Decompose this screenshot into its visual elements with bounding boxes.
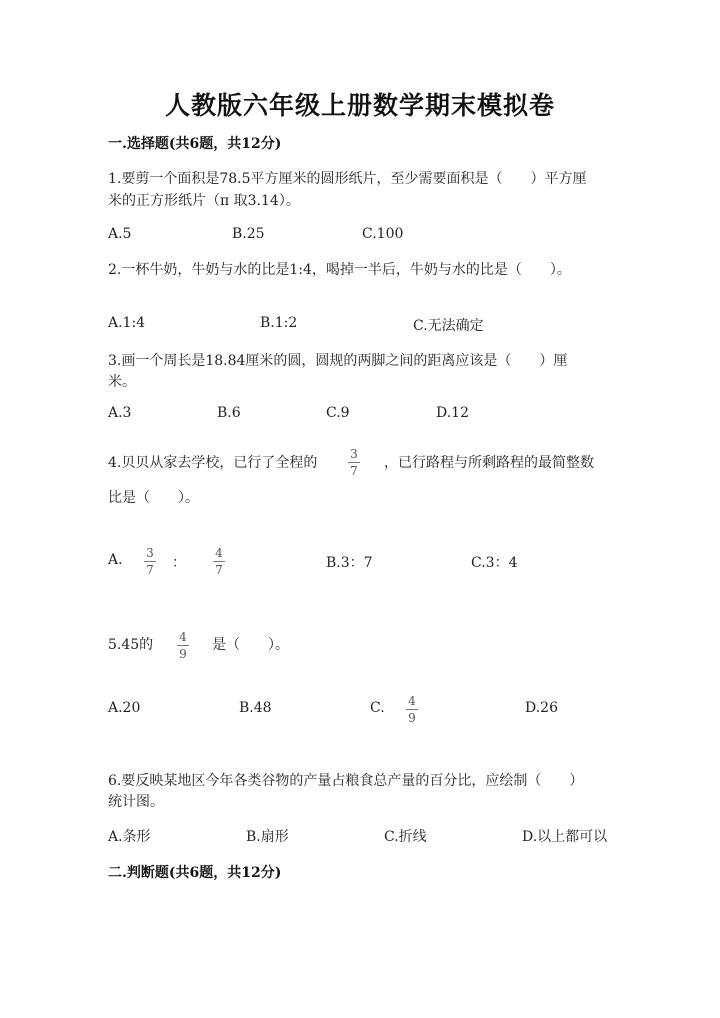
question-5-text-pre: 5.45的 <box>108 637 154 653</box>
question-4-fraction <box>345 447 363 478</box>
fraction-numerator: 3 <box>146 546 154 560</box>
question-1-option-a: A.5 <box>108 226 132 242</box>
fraction-denominator: 7 <box>146 563 154 577</box>
fraction-denominator: 7 <box>350 464 358 478</box>
question-2-option-b: B.1:2 <box>260 315 298 331</box>
question-4-line-2: 比是（ ）。 <box>108 490 199 506</box>
page-title: 人教版六年级上册数学期末模拟卷 <box>164 91 555 120</box>
question-3-line-1: 3.画一个周长是18.84厘米的圆，圆规的两脚之间的距离应该是（ ）厘 <box>108 353 568 369</box>
fraction-bar <box>348 462 360 463</box>
fraction-denominator: 7 <box>215 563 223 577</box>
question-6-line-2: 统计图。 <box>108 794 164 810</box>
question-6-line-1: 6.要反映某地区今年各类谷物的产量占粮食总产量的百分比，应绘制（ ） <box>108 773 584 789</box>
fraction-numerator: 4 <box>408 694 416 708</box>
question-4-option-b: B.3：7 <box>326 555 373 571</box>
question-5-fraction <box>174 630 192 661</box>
question-1-line-2: 米的正方形纸片（π 取3.14）。 <box>108 193 300 209</box>
question-6-option-a: A.条形 <box>108 829 151 845</box>
fraction-denominator: 9 <box>179 647 187 661</box>
fraction-numerator: 4 <box>179 630 187 644</box>
question-5-option-a: A.20 <box>108 700 141 716</box>
question-3-option-b: B.6 <box>217 405 241 421</box>
question-6-option-b: B.扇形 <box>246 829 289 845</box>
question-2-text: 2.一杯牛奶，牛奶与水的比是1:4，喝掉一半后，牛奶与水的比是（ ）。 <box>108 262 571 278</box>
question-4-option-a-label: A. <box>108 552 123 568</box>
fraction-denominator: 9 <box>408 711 416 725</box>
question-4-option-a-fraction-2 <box>210 546 228 577</box>
fraction-numerator: 3 <box>350 447 358 461</box>
question-2-option-c: C.无法确定 <box>413 318 484 334</box>
question-1-option-c: C.100 <box>362 226 404 242</box>
question-6-option-c: C.折线 <box>384 829 427 845</box>
question-2-option-a: A.1:4 <box>108 315 146 331</box>
question-4-text-pre: 4.贝贝从家去学校，已行了全程的 <box>108 455 318 471</box>
question-5-option-d: D.26 <box>525 700 558 716</box>
question-1-option-b: B.25 <box>232 226 265 242</box>
question-5-option-b: B.48 <box>239 700 272 716</box>
question-5-text-post: 是（ ）。 <box>212 637 289 653</box>
question-5-option-c-fraction <box>403 694 421 725</box>
question-4-option-a-fraction-1 <box>141 546 159 577</box>
question-1-line-1: 1.要剪一个面积是78.5平方厘米的圆形纸片，至少需要面积是（ ）平方厘 <box>108 171 587 187</box>
fraction-numerator: 4 <box>215 546 223 560</box>
question-6-option-d: D.以上都可以 <box>522 829 608 845</box>
fraction-bar <box>144 561 156 562</box>
question-3-option-a: A.3 <box>108 405 132 421</box>
section-heading-choice: 一.选择题(共6题，共12分) <box>108 136 282 152</box>
question-3-line-2: 米。 <box>108 374 136 390</box>
question-4-option-a-separator: ： <box>172 555 186 571</box>
fraction-bar <box>213 561 225 562</box>
question-4-option-c: C.3：4 <box>471 555 518 571</box>
section-heading-judgment: 二.判断题(共6题，共12分) <box>108 865 282 881</box>
fraction-bar <box>177 645 189 646</box>
question-4-text-post: ，已行路程与所剩路程的最简整数 <box>384 455 594 471</box>
question-3-option-d: D.12 <box>436 405 469 421</box>
fraction-bar <box>406 709 418 710</box>
question-5-option-c-label: C. <box>370 700 385 716</box>
question-3-option-c: C.9 <box>326 405 350 421</box>
